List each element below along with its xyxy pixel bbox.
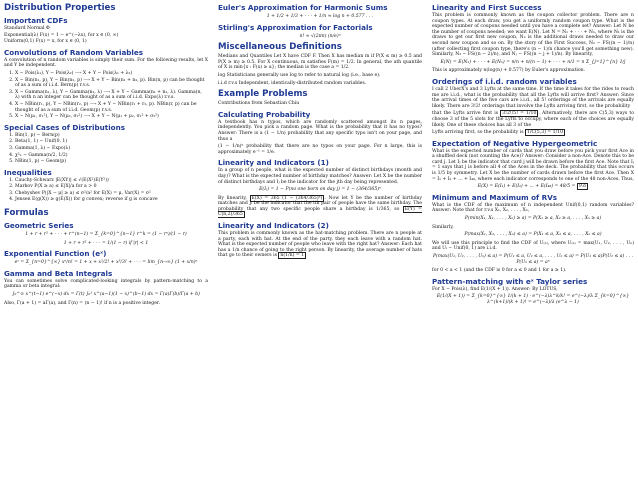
section-title-misc-definitions: Miscellaneous Definitions — [218, 42, 342, 53]
section-title-distribution-properties: Distribution Properties — [4, 3, 116, 13]
cdf-line: Uniform(0,1) F(x) = x, for x ∈ (0, 1) — [4, 39, 87, 45]
paragraph: log Statisticians generally use log to refer to natural log (i.e., base e). — [218, 72, 381, 78]
paragraph: This is approximately n(log(n) + 0.577) by Euler's approximation. — [432, 68, 586, 74]
list-item: 1. Bin(1, p) ∼ Bern(p) — [15, 133, 208, 139]
equation: 1 + 1/2 + 1/3 + · · · + 1/n ≈ log n + 0.577 . . . — [266, 14, 374, 19]
column-middle — [218, 0, 422, 493]
paragraph: In a group of n people, what is the expected number of distinct birthdays (month and day)? What is the expected number of birthday matches? Answer: Let X be the number of distinct birthdays and Iⱼ be the indicator for the jth day being represented. — [218, 168, 422, 185]
list-item: 4. χ²ₙ ∼ Gamma(n/2, 1/2) — [15, 153, 208, 159]
list-item: 5. NBin(1, p) ∼ Geom(p) — [15, 159, 208, 165]
convolutions-list — [4, 71, 208, 120]
paragraph: This problem is commonly known as the coupon collector problem. There are n coupon types. At each draw, you get a uniformly random coupon type. What is the expected number of coupons needed until you have a complete set? Answer: Let N be the number of coupons needed; we want E(N). Let N = N₁ + · · · + Nₙ, where N₁ is the draws to get our first new coupon, N₂ is the additional draws needed to draw our second new coupon and so on. By the story of the First Success, N₂ ∼ FS((n − 1)/n) (after collecting first coupon type, there's (n − 1)/n chance you'll get something new). Similarly, N₃ ∼ FS((n − 2)/n), and Nⱼ ∼ FS((n − j + 1)/n). By linearity, — [432, 13, 634, 58]
heading-calculating-probability: Calculating Probability — [218, 109, 311, 119]
paragraph: A textbook has n typos, which are randomly scattered amongst its n pages, independently. You pick a random page. What is the probability that it has no typos? Answer: There is a (1 − 1/n) probability that any specific typo isn't on your page, and thus a — [218, 119, 422, 142]
inequalities-list — [4, 178, 208, 203]
equation: E(1/(X + 1)) = Σ_{k=0}^{∞} 1/(k + 1) · e^(−λ)λ^k/k! = e^(−λ)/λ Σ_{k=0}^{∞} λ^(k+1)/(k + 1)! = e^(−λ)/λ (e^λ − 1) — [436, 294, 630, 305]
heading-stirling-approximation: Stirling's Approximation for Factorials — [218, 22, 373, 32]
list-item: 1. X ∼ Pois(λ₁), Y ∼ Pois(λ₂) ⟶ X + Y ∼ Pois(λ₁ + λ₂) — [15, 71, 208, 77]
equation: P(max(X₁, X₂, . . . , Xₙ) ≤ a) = P(X₁ ≤ a, X₂ ≤ a, . . . , Xₙ ≤ a) — [464, 232, 602, 238]
paragraph — [432, 130, 634, 136]
convolutions-intro: A convolution of n random variables is simply their sum. For the following results, let X and Y be independent. — [4, 57, 208, 69]
list-item: 2. X ∼ Bin(n₁, p), Y ∼ Bin(n₂, p) ⟶ X + Y ∼ Bin(n₁ + n₂, p). Bin(n, p) can be thought of as a sum of i.i.d. Bern(p) r.v.s. — [15, 78, 208, 89]
paragraph: for 0 < a < 1 (and the CDF is 0 for a ≤ 0 and 1 for a ≥ 1). — [432, 268, 567, 274]
equation: n! ≈ √(2πn) (n/e)ⁿ — [299, 33, 341, 39]
equation: E(Iⱼ) = 1 − P(no one born on day j) = 1 − (364/365)ⁿ — [259, 187, 381, 193]
boxed-answer: E(Y) = C(n,2)/365 — [218, 206, 422, 218]
equation: eˣ = Σ_{n=0}^{∞} xⁿ/n! = 1 + x + x²/2! + x³/3! + · · · = lim_{n→∞} (1 + x/n)ⁿ — [14, 260, 198, 266]
equation: 1 + r + r² + · · · = 1/(1 − r) if |r| < 1 — [63, 240, 149, 246]
paragraph: i.i.d r.v.s Independent, identically-distributed random variables. — [218, 80, 367, 86]
equation: P(min(X₁, X₂, . . . , Xₙ) ≥ a) = P(X₁ ≥ a, X₂ ≥ a, . . . , Xₙ ≥ a) — [464, 216, 602, 222]
equation: ∫₀^∞ x^(t−1) e^(−x) dx = Γ(t) ∫₀¹ x^(a−1)(1 − x)^(b−1) dx = Γ(a)Γ(b)/Γ(a + b) — [12, 292, 200, 298]
contributions-note: Contributions from Sebastian Chiu — [218, 101, 300, 107]
heading-inequalities: Inequalities — [4, 167, 52, 177]
list-item: 2. Markov P(X ≥ a) ≤ E|X|/a for a > 0 — [15, 184, 208, 190]
list-item: 2. Beta(1, 1) ∼ Unif(0, 1) — [15, 139, 208, 145]
column-left — [4, 0, 208, 493]
heading-linearity-indicators-2: Linearity and Indicators (2) — [218, 221, 329, 231]
section-title-example-problems: Example Problems — [218, 89, 308, 100]
special-cases-list — [4, 133, 208, 165]
heading-negative-hypergeometric: Expectation of Negative Hypergeometric — [432, 138, 598, 148]
heading-important-cdfs: Important CDFs — [4, 16, 68, 25]
section-title-formulas: Formulas — [4, 208, 49, 219]
paragraph: Similarly, — [432, 224, 454, 230]
heading-exponential-function: Exponential Function (eˣ) — [4, 249, 107, 259]
text: E(X) = E(I₁) + E(I₂) + ... + E(I₄₈) = 48/5 = — [477, 184, 576, 190]
cdf-line: Standard Normal Φ — [4, 26, 50, 31]
heading-linearity-indicators-1: Linearity and Indicators (1) — [218, 158, 329, 168]
list-item: 1. Cauchy-Schwarz |E(XY)| ≤ √(E(X²)E(Y²)) — [15, 178, 208, 184]
boxed-answer: n(1/n) = 1 — [280, 253, 305, 259]
list-item: 5. X ∼ N(μ₁, σ₁²), Y ∼ N(μ₂, σ₂²) ⟶ X + Y ∼ N(μ₁ + μ₂, σ₁² + σ₂²) — [15, 114, 208, 120]
list-item: 4. Jensen E(g(X)) ≥ g(E(X)) for g convex; reverse if g is concave — [15, 197, 208, 203]
list-item: 3. Gamma(1, λ) ∼ Expo(λ) — [15, 146, 208, 152]
equation — [432, 184, 634, 190]
paragraph: What is the CDF of the maximum of n independent Unif(0,1) random variables? Answer: Note that for r.v.s X₁, X₂, . . . , Xₙ, — [432, 202, 634, 214]
paragraph: (1 − 1/n)ⁿ probability that there are no typos on your page. For n large, this is approximately e⁻¹ = 1/e. — [218, 144, 422, 155]
equation: E(N) = E(N₁) + · · · + E(Nₙ) = n/n + n/(n − 1) + · · · + n/1 = n Σ_{j=1}^{n} 1/j — [440, 59, 626, 65]
boxed-answer: 1/C(5,3) = 1/10 — [527, 130, 563, 136]
equation: 1 + r + r² + · · · + r^(n−1) = Σ_{k=0}^{n−1} r^k = (1 − rⁿ)/(1 − r) — [25, 232, 187, 238]
cdf-line: Exponential(λ) F(x) = 1 − e^(−λx), for x ∈ (0, ∞) — [4, 32, 119, 38]
heading-euler-approximation: Euler's Approximation for Harmonic Sums — [218, 3, 388, 12]
gamma-beta-intro: You can sometimes solve complicated-looking integrals by pattern-matching to a gamma or beta integral: — [4, 278, 208, 290]
heading-gamma-beta: Gamma and Beta Integrals — [4, 268, 113, 278]
heading-min-max: Minimum and Maximum of RVs — [432, 192, 558, 202]
paragraph — [432, 111, 634, 128]
boxed-answer: 3!2!/5! = 1/10 — [502, 111, 537, 117]
boxed-answer: E(X) = 365 (1 − (364/365)ⁿ) — [251, 195, 323, 201]
paragraph: We will use this principle to find the CDF of U₍ₙ₎, where U₍ₙ₎ = max(U₁, U₂, . . . , Uₙ) and Uᵢ ∼ Unif(0, 1) are i.i.d. — [432, 240, 634, 252]
paragraph: For X ∼ Pois(λ), find E(1/(X + 1)). Answer: By LOTUS, — [432, 286, 558, 292]
equation: P(max(U₁, U₂, . . . , Uₙ) ≤ a) = P(U₁ ≤ a, U₂ ≤ a, . . . , Uₙ ≤ a) = P(U₁ ≤ a)P(U₂ ≤ a) . . . P(Uₙ ≤ a) = aⁿ — [432, 254, 634, 265]
column-right — [432, 0, 634, 493]
text: By linearity, — [218, 195, 247, 201]
boxed-answer: 9.6 — [578, 184, 587, 190]
text: . Alternatively, there are C(5,3) ways to choose 3 of the 5 slots for the Lyfts to occupy, where each of the choices are equally likely. One of these choices has all 3 of the — [432, 111, 634, 128]
list-item: 3. Chebyshev P(|X − μ| ≥ a) ≤ σ²/a² for E(X) = μ, Var(X) = σ² — [15, 191, 208, 197]
heading-orderings: Orderings of i.i.d. random variables — [432, 76, 577, 86]
text: that the Lyfts arrive first is — [432, 111, 499, 117]
gamma-beta-note: Also, Γ(a + 1) = aΓ(a), and Γ(n) = (n − 1)! if n is a positive integer. — [4, 300, 161, 306]
text: This problem is commonly known as the hat-matching problem. There are n people at a party, each with hat. At the end of the party, they each leave with a random hat. What is the expected number of people who leave with the right hat? Answer: Each hat has a 1/n chance of going to the right person. By linearity, the average number of hats that go to their owners is — [218, 231, 422, 259]
text: Lyfts arriving first, so the probability is — [432, 130, 524, 136]
list-item: 3. X ∼ Gamma(n₁, λ), Y ∼ Gamma(n₂, λ) ⟶ X + Y ∼ Gamma(n₁ + n₂, λ). Gamma(n, λ) with n an integer can be thought of as a sum of i.i.d. Expo(λ) r.v.s. — [15, 90, 208, 101]
paragraph — [218, 231, 422, 259]
heading-convolutions: Convolutions of Random Variables — [4, 47, 144, 57]
heading-taylor-series: Pattern-matching with eˣ Taylor series — [432, 276, 588, 286]
heading-special-cases: Special Cases of Distributions — [4, 122, 126, 132]
list-item: 4. X ∼ NBin(r₁, p), Y ∼ NBin(r₂, p) ⟶ X + Y ∼ NBin(r₁ + r₂, p). NBin(r, p) can be thought of as a sum of i.i.d. Geom(p) r.v.s. — [15, 102, 208, 113]
paragraph — [218, 196, 422, 218]
heading-linearity-first-success: Linearity and First Success — [432, 3, 542, 12]
text: . Now let Y be the number of birthday matches and Jᵢ be the indicator that the ith pair of people have the same birthday. The probability that any two specific people share a birthday is 1/365, so — [218, 195, 422, 212]
paragraph: I call 2 UberX's and 3 Lyfts at the same time. If the time it takes for the rides to reach me are i.i.d., what is the probability that all the Lyfts will arrive first? Answer: Since the arrival times of the five cars are i.i.d., all 5! orderings of the arrivals are equally likely. There are 3!2! orderings that involve the Lyfts arriving first, so the probability — [432, 86, 634, 109]
paragraph: What is the expected number of cards that you draw before you pick your first Ace in a shuffled deck (not counting the Ace)? Answer: Consider a non-Ace. Denote this to be card j. Let Iⱼ be the indicator that card j will be drawn before the first Ace. Note that Iⱼ = 1 says that j is before all 4 of the Aces in the deck. The probability that this occurs is 1/5 by symmetry. Let X be the number of cards drawn before the first Ace. Then X = I₁ + I₂ + ... + I₄₈, where each indicator corresponds to one of the 48 non-Aces. Thus, — [432, 148, 634, 182]
heading-geometric-series: Geometric Series — [4, 221, 74, 231]
paragraph: Medians and Quantiles Let X have CDF F. Then X has median m if P(X ≤ m) ≥ 0.5 and P(X ≥ m) ≥ 0.5. For X continuous, m satisfies F(m) = 1/2. In general, the ath quantile of X is min{x : F(x) ≥ a}; the median is the case a = 1/2. — [218, 54, 422, 71]
